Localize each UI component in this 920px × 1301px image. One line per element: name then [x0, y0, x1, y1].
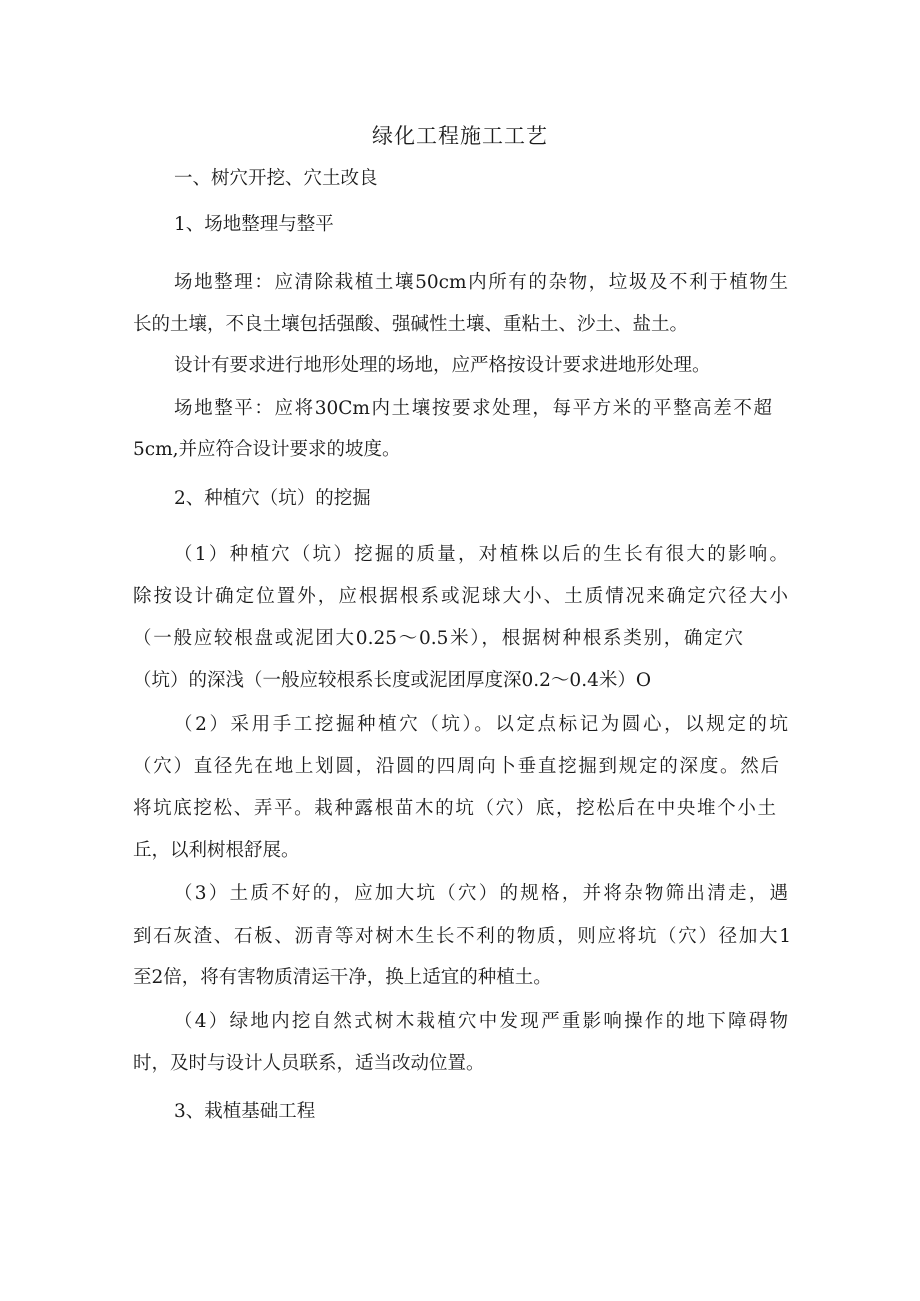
paragraph-line: 长的土壤，不良土壤包括强酸、强碱性土壤、重粘土、沙土、盐土。 [133, 314, 689, 335]
paragraph-line: （1）种植穴（坑）挖掘的质量，对植株以后的生长有很大的影响。 [174, 544, 788, 565]
paragraph-line: （2）采用手工挖掘种植穴（坑）。以定点标记为圆心，以规定的坑 [174, 714, 788, 735]
subsection-heading: 2、种植穴（坑）的挖掘 [174, 488, 371, 509]
paragraph-line: 设计有要求进行地形处理的场地，应严格按设计要求进地形处理。 [174, 355, 711, 376]
paragraph-line: 场地整平：应将30Cm内土壤按要求处理，每平方米的平整高差不超 [174, 398, 772, 419]
paragraph-line: 场地整理：应清除栽植土壤50cm内所有的杂物，垃圾及不利于植物生 [174, 272, 788, 293]
subsection-heading: 3、栽植基础工程 [174, 1101, 316, 1122]
subsection-heading: 1、场地整理与整平 [174, 214, 334, 235]
paragraph-line: （3）土质不好的，应加大坑（穴）的规格，并将杂物筛出清走，遇 [174, 883, 788, 904]
section-heading: 一、树穴开挖、穴土改良 [174, 168, 378, 189]
paragraph-line: 到石灰渣、石板、沥青等对树木生长不利的物质，则应将坑（穴）径加大1 [133, 926, 791, 947]
paragraph-line: 将坑底挖松、弄平。栽种露根苗木的坑（穴）底，挖松后在中央堆个小土 [133, 798, 776, 819]
paragraph-line: 除按设计确定位置外，应根据根系或泥球大小、土质情况来确定穴径大小 [133, 586, 788, 607]
paragraph-line: 丘，以利树根舒展。 [133, 840, 300, 861]
document-title: 绿化工程施工工艺 [372, 124, 548, 148]
paragraph-line: （坑）的深浅（一般应较根系长度或泥团厚度深0.2～0.4米）O [133, 670, 652, 691]
paragraph-line: （4）绿地内挖自然式树木栽植穴中发现严重影响操作的地下障碍物 [174, 1011, 788, 1032]
paragraph-line: 时，及时与设计人员联系，适当改动位置。 [133, 1053, 485, 1074]
paragraph-line: 5cm,并应符合设计要求的坡度。 [133, 439, 401, 460]
paragraph-line: （穴）直径先在地上划圆，沿圆的四周向卜垂直挖掘到规定的深度。然后 [133, 756, 779, 777]
paragraph-line: （一般应较根盘或泥团大0.25～0.5米），根据树种根系类别，确定穴 [133, 628, 743, 649]
paragraph-line: 至2倍，将有害物质清运干净，换上适宜的种植土。 [133, 967, 552, 988]
